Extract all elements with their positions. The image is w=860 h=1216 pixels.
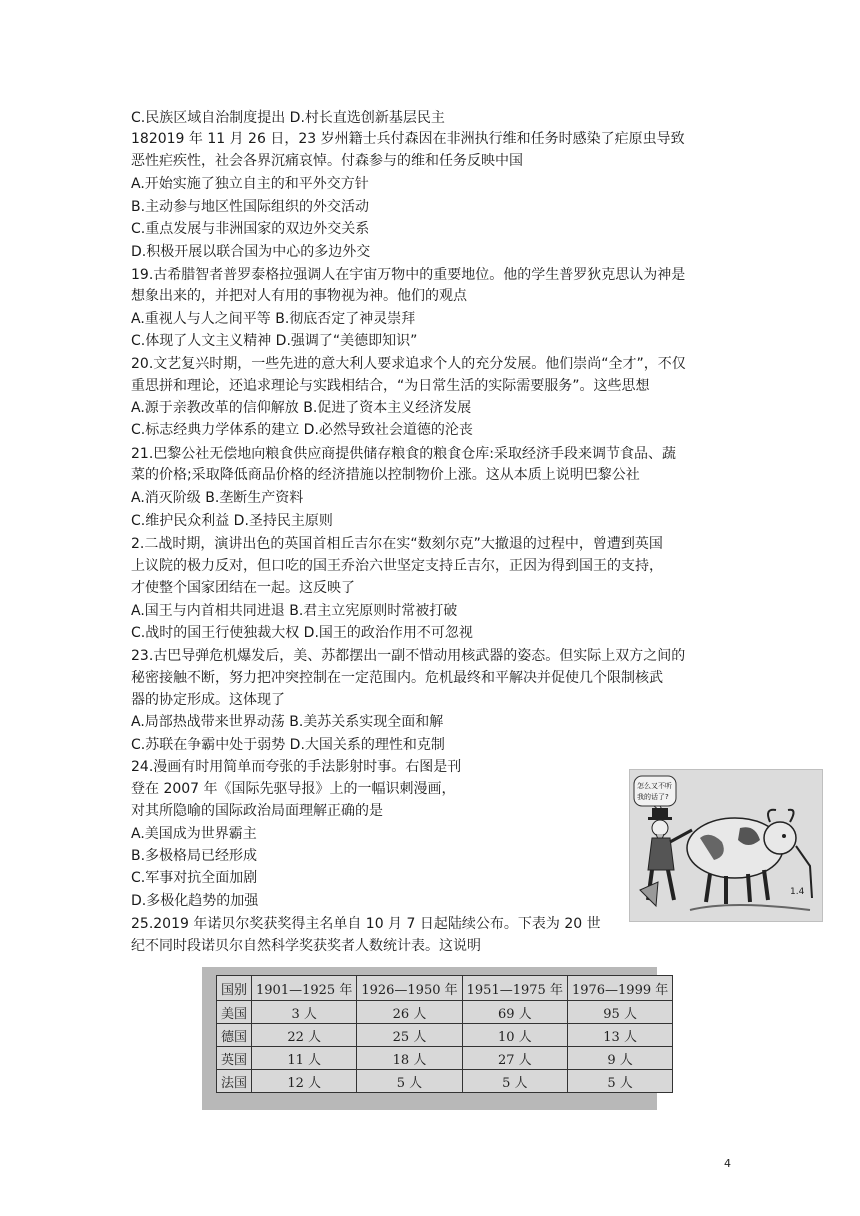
column-header: 1951—1975 年	[462, 976, 567, 1001]
table-body	[217, 1001, 673, 1093]
column-header: 1901—1925 年	[252, 976, 357, 1001]
count-cell: 13 人	[567, 1024, 672, 1047]
text-line: C.军事对抗全面加剧	[131, 870, 258, 886]
count-cell: 5 人	[357, 1070, 462, 1093]
text-line: C.标志经典力学体系的建立 D.必然导致社会道德的沦丧	[131, 422, 473, 438]
text-line: 菜的价格;采取降低商品价格的经济措施以控制物价上涨。这从本质上说明巴黎公社	[131, 467, 640, 483]
count-cell: 9 人	[567, 1047, 672, 1070]
political-cartoon	[629, 769, 823, 922]
text-line: 上议院的极力反对，但口吃的国王乔治六世坚定支持丘吉尔，正因为得到国王的支持，	[131, 558, 663, 574]
column-header: 1926—1950 年	[357, 976, 462, 1001]
table-row	[217, 1001, 673, 1024]
count-cell: 11 人	[252, 1047, 357, 1070]
count-cell: 5 人	[567, 1070, 672, 1093]
text-line: C.重点发展与非洲国家的双边外交关系	[131, 221, 370, 237]
count-cell: 25 人	[357, 1024, 462, 1047]
text-line: B.主动参与地区性国际组织的外交活动	[131, 199, 370, 215]
text-line: 19.古希腊智者普罗泰格拉强调人在宇宙万物中的重要地位。他的学生普罗狄克思认为神是	[131, 267, 686, 283]
table-header-row	[217, 976, 673, 1001]
text-line: 24.漫画有时用简单而夸张的手法影射时事。右图是刊	[131, 759, 462, 775]
text-line: C.维护民众利益 D.圣持民主原则	[131, 513, 333, 529]
country-cell: 美国	[217, 1001, 252, 1024]
text-line: 对其所隐喻的国际政治局面理解正确的是	[131, 803, 383, 819]
text-line: 恶性疟疾性，社会各界沉痛哀悼。付森参与的维和任务反映中国	[131, 153, 523, 169]
text-line: 才使整个国家团结在一起。这反映了	[131, 580, 355, 596]
cartoon-bubble-line-1: 怎么又不听	[637, 782, 672, 790]
column-header: 1976—1999 年	[567, 976, 672, 1001]
text-line: 25.2019 年诺贝尔奖获奖得主名单自 10 月 7 日起陆续公布。下表为 20 世	[131, 916, 601, 932]
column-header: 国别	[217, 976, 252, 1001]
country-cell: 法国	[217, 1070, 252, 1093]
text-line: C.战时的国王行使独裁大权 D.国王的政治作用不可忽视	[131, 625, 473, 641]
country-cell: 英国	[217, 1047, 252, 1070]
text-line: A.国王与内首相共同进退 B.君主立宪原则时常被打破	[131, 603, 458, 619]
text-line: 想象出来的，并把对人有用的事物视为神。他们的观点	[131, 288, 467, 304]
text-line: B.多极格局已经形成	[131, 848, 258, 864]
text-line: 重思拼和理论，还追求理论与实践相结合，“为日常生活的实际需要服务”。这些思想	[131, 378, 650, 394]
count-cell: 5 人	[462, 1070, 567, 1093]
table-row	[217, 1024, 673, 1047]
text-line: A.开始实施了独立自主的和平外交方针	[131, 176, 369, 192]
page-number: 4	[724, 1157, 731, 1170]
count-cell: 27 人	[462, 1047, 567, 1070]
cartoon-bubble-line-2: 我的话了?	[637, 793, 669, 801]
text-line: 20.文艺复兴时期，一些先进的意大利人要求追求个人的充分发展。他们崇尚“全才”，不仅	[131, 356, 686, 372]
text-line: A.消灭阶级 B.垄断生产资料	[131, 490, 304, 506]
text-line: D.多极化趋势的加强	[131, 893, 259, 909]
text-line: 纪不同时段诺贝尔自然科学奖获奖者人数统计表。这说明	[131, 938, 481, 954]
text-line: 182019 年 11 月 26 日，23 岁州籍士兵付森因在非洲执行维和任务时感染了疟原虫导致	[131, 131, 685, 147]
count-cell: 22 人	[252, 1024, 357, 1047]
count-cell: 18 人	[357, 1047, 462, 1070]
text-line: 器的协定形成。这体现了	[131, 692, 285, 708]
text-line: A.局部热战带来世界动荡 B.美苏关系实现全面和解	[131, 714, 444, 730]
table-row	[217, 1070, 673, 1093]
count-cell: 10 人	[462, 1024, 567, 1047]
cartoon-corner-text: 1.4	[790, 887, 805, 897]
text-line: C.民族区域自治制度提出 D.村长直选创新基层民主	[131, 110, 445, 126]
text-line: 登在 2007 年《国际先驱导报》上的一幅识刺漫画，	[131, 781, 456, 797]
text-line: A.重视人与人之间平等 B.彻底否定了神灵崇拜	[131, 311, 416, 327]
count-cell: 26 人	[357, 1001, 462, 1024]
text-line: 2.二战时期，演讲出色的英国首相丘吉尔在实“数刻尔克”大撤退的过程中，曾遭到英国	[131, 536, 663, 552]
text-line: 23.古巴导弹危机爆发后，美、苏都摆出一副不惜动用核武器的姿态。但实际上双方之间的	[131, 648, 686, 664]
text-line: A.源于亲教改革的信仰解放 B.促进了资本主义经济发展	[131, 400, 472, 416]
nobel-statistics-table-photo	[202, 967, 669, 1110]
text-line: C.苏联在争霸中处于弱势 D.大国关系的理性和克制	[131, 737, 445, 753]
text-line: C.体现了人文主义精神 D.强调了“美德即知识”	[131, 333, 418, 349]
count-cell: 95 人	[567, 1001, 672, 1024]
text-line: 秘密接触不断，努力把冲突控制在一定范围内。危机最终和平解决并促使几个限制核武	[131, 670, 663, 686]
count-cell: 12 人	[252, 1070, 357, 1093]
text-line: A.美国成为世界霸主	[131, 826, 257, 842]
country-cell: 德国	[217, 1024, 252, 1047]
nobel-statistics-table	[216, 975, 673, 1093]
count-cell: 3 人	[252, 1001, 357, 1024]
text-line: D.积极开展以联合国为中心的多边外交	[131, 244, 371, 260]
count-cell: 69 人	[462, 1001, 567, 1024]
table-row	[217, 1047, 673, 1070]
text-line: 21.巴黎公社无偿地向粮食供应商提供储存粮食的粮食仓库:采取经济手段来调节食品、蔬	[131, 446, 676, 462]
